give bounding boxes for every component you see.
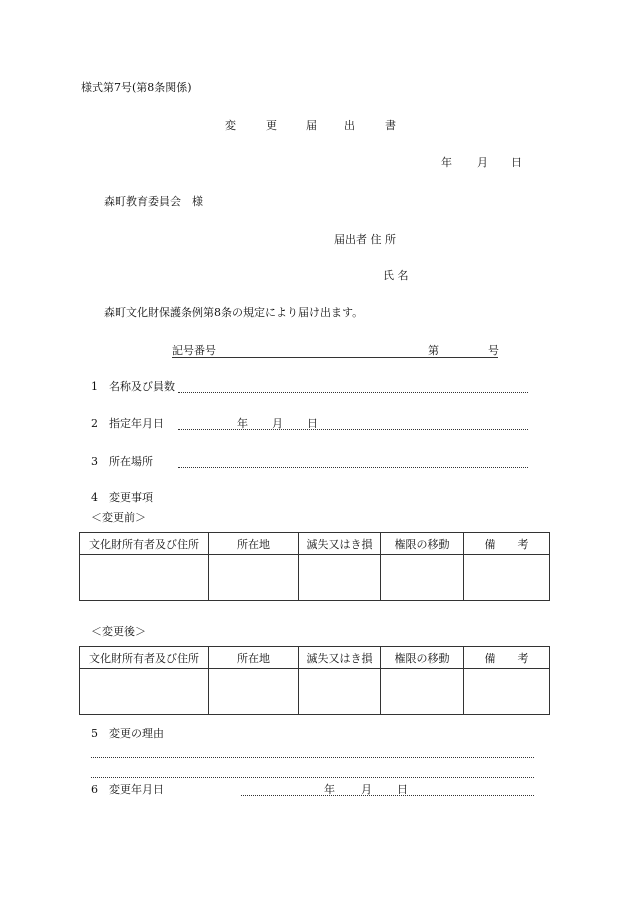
header-loss-damage: 滅失又はき損 [299, 533, 381, 555]
header-location: 所在地 [209, 533, 299, 555]
applicant-name-label: 氏 名 [383, 269, 409, 282]
record-number-label: 記号番号 [172, 344, 216, 357]
name-count-field[interactable] [178, 392, 528, 393]
after-label: ＜変更後＞ [91, 625, 146, 638]
item-name-count: 1 名称及び員数 [91, 380, 175, 393]
item-reason: 5 変更の理由 [91, 727, 164, 740]
table-row [80, 555, 550, 601]
date-year: 年 [441, 156, 452, 169]
header-location: 所在地 [209, 647, 299, 669]
after-table [79, 646, 550, 715]
change-year: 年 [324, 783, 335, 796]
item-change-date: 6 変更年月日 [91, 783, 164, 796]
before-label: ＜変更前＞ [91, 511, 146, 524]
recipient: 森町教育委員会 様 [104, 195, 203, 208]
cell-loss-damage[interactable] [299, 669, 381, 715]
title-char: 書 [385, 119, 396, 132]
record-number-dai: 第 [428, 344, 439, 357]
location-field[interactable] [178, 467, 528, 468]
date-day: 日 [511, 156, 522, 169]
title-char: 出 [344, 119, 355, 132]
date-month: 月 [477, 156, 488, 169]
table-header-row [80, 533, 550, 555]
header-owner: 文化財所有者及び住所 [80, 647, 209, 669]
cell-location[interactable] [209, 555, 299, 601]
cell-owner[interactable] [80, 555, 209, 601]
table-row [80, 669, 550, 715]
record-number-go: 号 [488, 344, 499, 357]
cell-loss-damage[interactable] [299, 555, 381, 601]
cell-remarks[interactable] [464, 555, 550, 601]
title-char: 届 [306, 119, 317, 132]
form-label: 様式第7号(第8条関係) [81, 81, 192, 94]
title-char: 変 [225, 119, 236, 132]
table-header-row [80, 647, 550, 669]
item-changes: 4 変更事項 [91, 491, 153, 504]
title-char: 更 [266, 119, 277, 132]
before-table [79, 532, 550, 601]
header-rights-transfer: 権限の移動 [381, 647, 464, 669]
item-designation-date: 2 指定年月日 [91, 417, 164, 430]
reason-field-line-2[interactable] [91, 777, 534, 778]
cell-location[interactable] [209, 669, 299, 715]
header-loss-damage: 滅失又はき損 [299, 647, 381, 669]
header-owner: 文化財所有者及び住所 [80, 533, 209, 555]
designation-date-field[interactable] [178, 429, 528, 430]
header-remarks: 備 考 [464, 533, 550, 555]
cell-owner[interactable] [80, 669, 209, 715]
designation-year: 年 [237, 417, 248, 430]
reason-field-line-1[interactable] [91, 757, 534, 758]
item-location: 3 所在場所 [91, 455, 153, 468]
cell-remarks[interactable] [464, 669, 550, 715]
cell-rights-transfer[interactable] [381, 555, 464, 601]
change-day: 日 [397, 783, 408, 796]
record-number-underline [172, 357, 498, 358]
change-month: 月 [361, 783, 372, 796]
designation-day: 日 [307, 417, 318, 430]
applicant-address-label: 届出者 住 所 [334, 233, 396, 246]
statement: 森町文化財保護条例第8条の規定により届け出ます。 [104, 306, 364, 319]
designation-month: 月 [272, 417, 283, 430]
header-rights-transfer: 権限の移動 [381, 533, 464, 555]
document-title [225, 120, 236, 131]
cell-rights-transfer[interactable] [381, 669, 464, 715]
change-date-field[interactable] [241, 795, 534, 796]
header-remarks: 備 考 [464, 647, 550, 669]
